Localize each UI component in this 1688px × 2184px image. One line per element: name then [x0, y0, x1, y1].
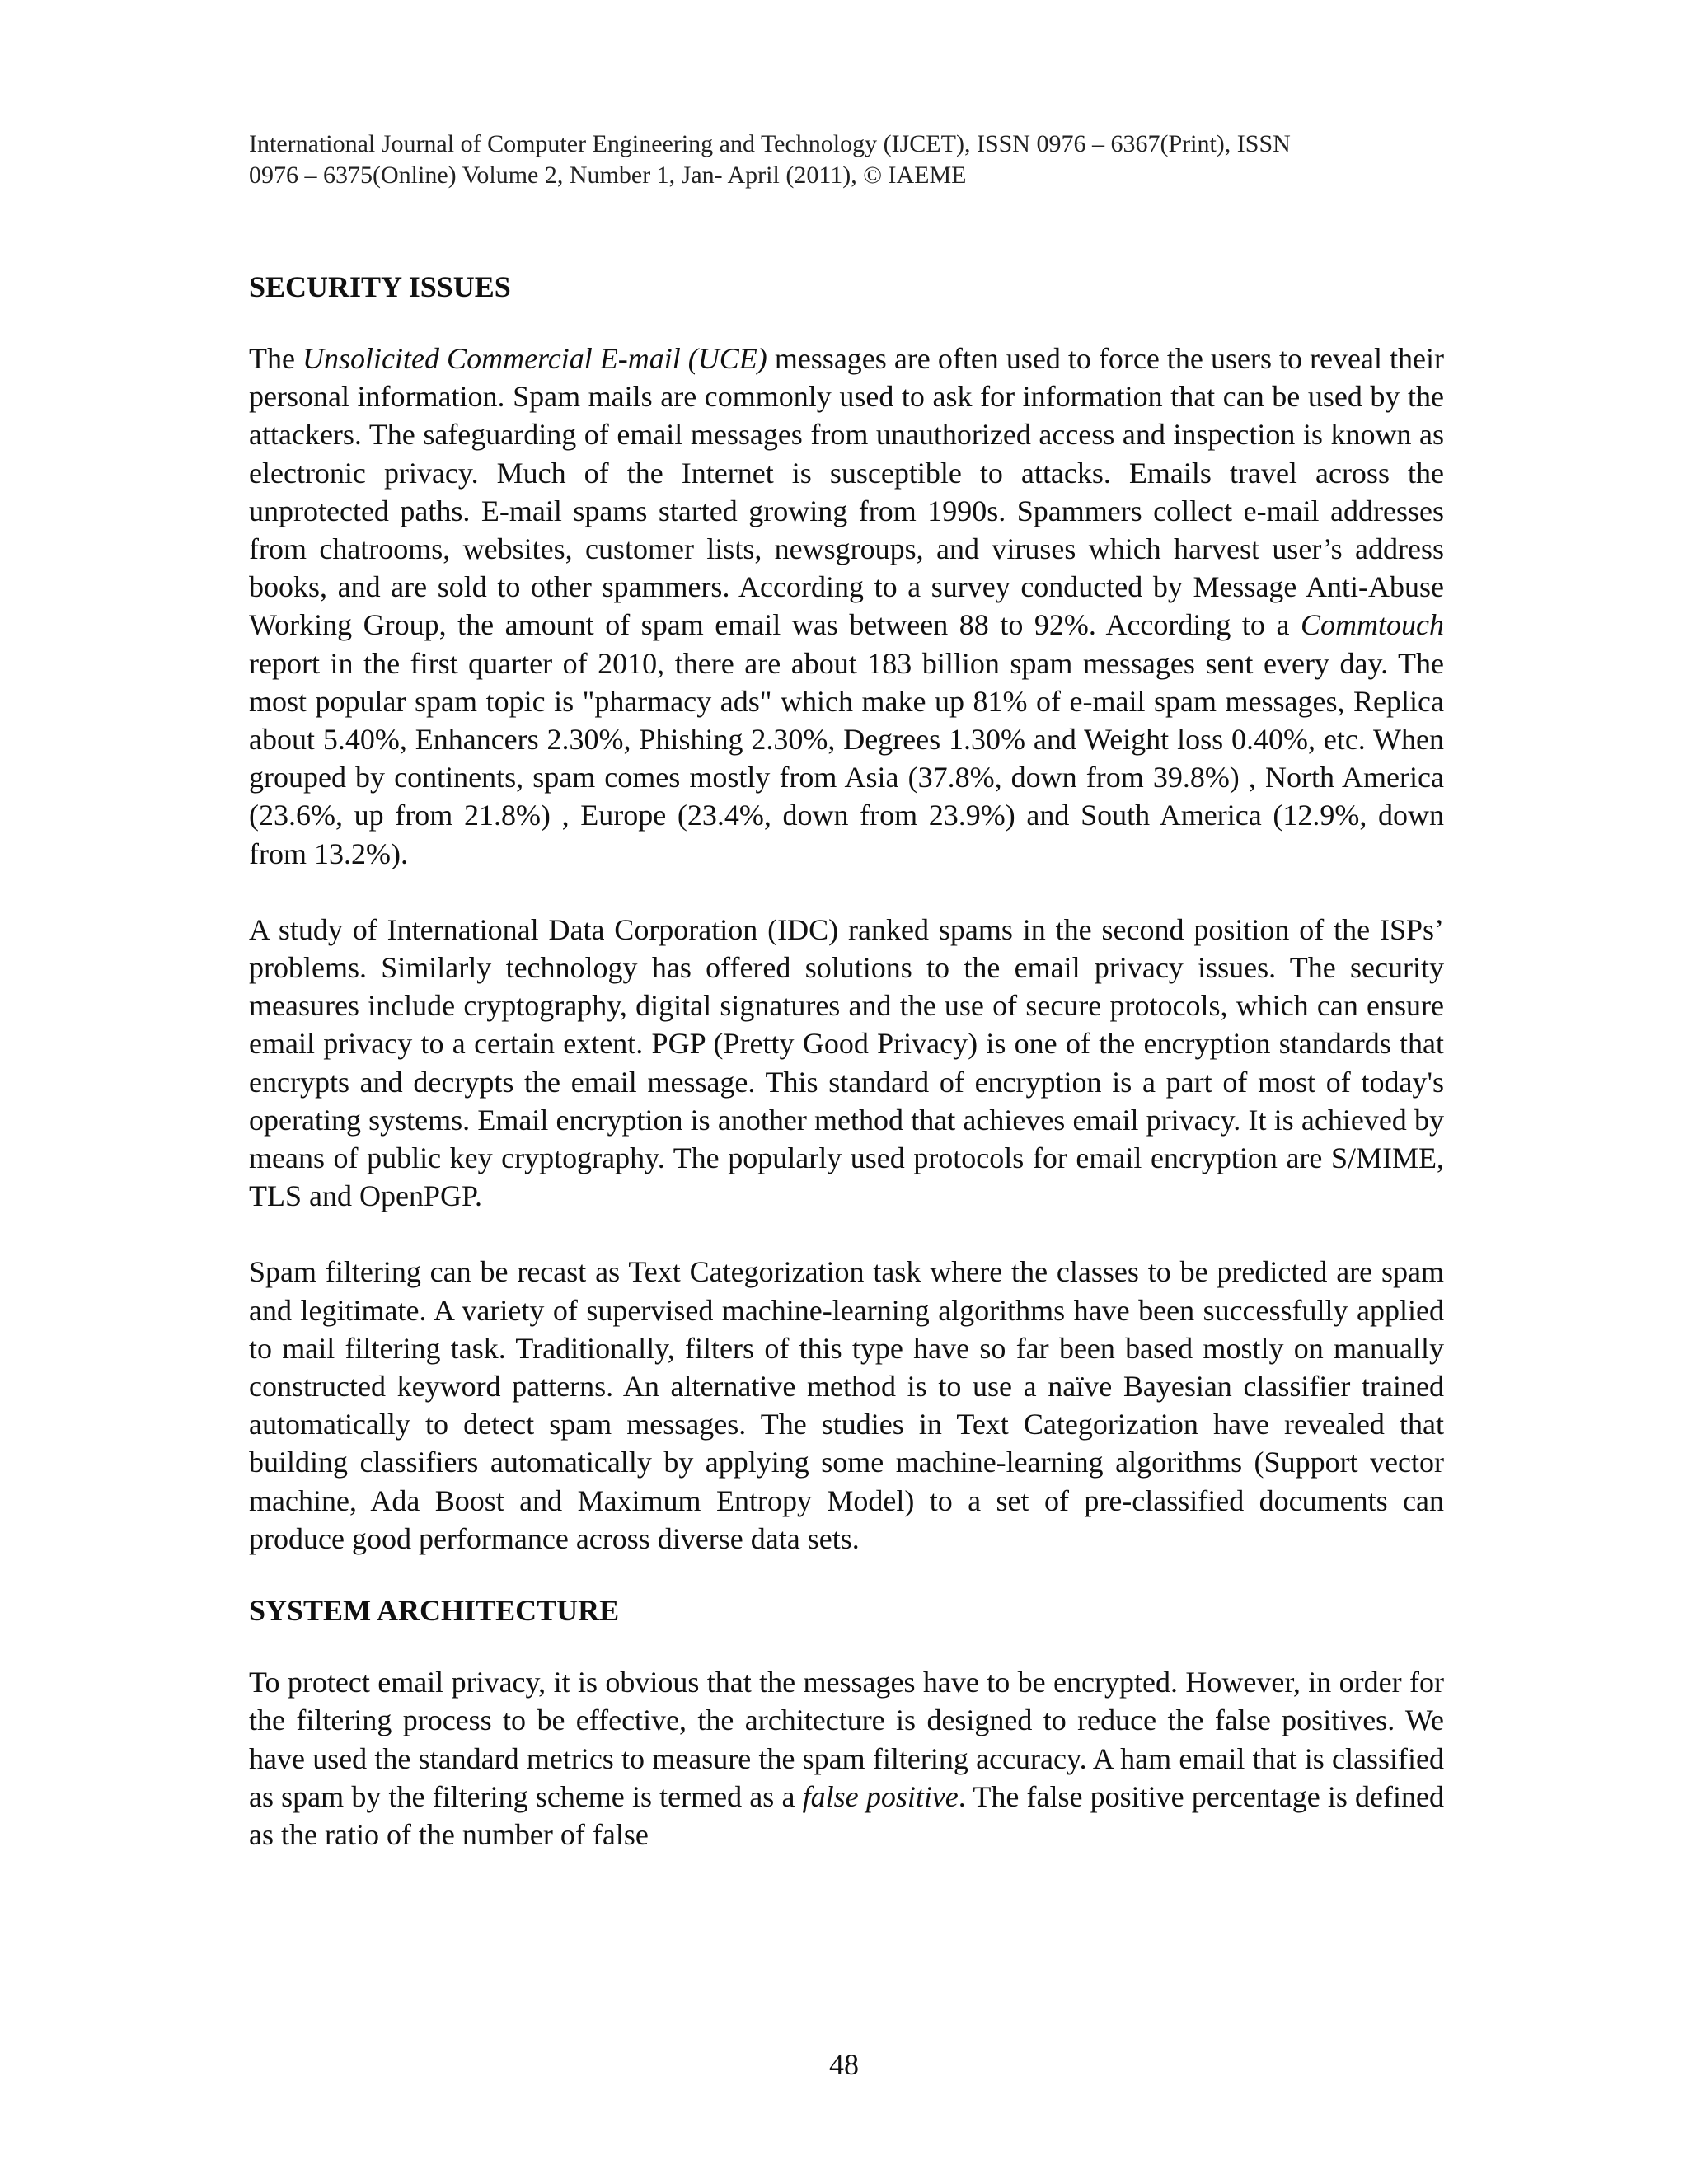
- header-line-1: International Journal of Computer Engineering and Technology (IJCET), ISSN 0976 – 6367(Print), ISSN: [249, 130, 1291, 157]
- term-uce: Unsolicited Commercial E-mail (UCE): [302, 342, 767, 375]
- paragraph-security-3: Spam filtering can be recast as Text Categorization task where the classes to be predicted are spam and legitimate. A variety of supervised machine-learning algorithms have been successfully applied to mail filtering task. Traditionally, filters of this type have so far been based mostly on manually constructed keyword patterns. An alternative method is to use a naïve Bayesian classifier trained automatically to detect spam messages. The studies in Text Categorization have revealed that building classifiers automatically by applying some machine-learning algorithms (Support vector machine, Ada Boost and Maximum Entropy Model) to a set of pre-classified documents can produce good performance across diverse data sets.: [249, 1255, 1444, 1555]
- term-false-positive: false positive: [802, 1779, 959, 1813]
- journal-header: [249, 129, 1452, 191]
- paragraph-security-1: The Unsolicited Commercial E-mail (UCE) messages are often used to force the users to reveal their personal information. Spam mails are commonly used to ask for information that can be used by the attackers. The safeguarding of email messages from unauthorized access and inspection is known as electronic privacy. Much of the Internet is susceptible to attacks. Emails travel across the unprotected paths. E-mail spams started growing from 1990s. Spammers collect e-mail addresses from chatrooms, websites, customer lists, newsgroups, and viruses which harvest user’s address books, and are sold to other spammers. According to a survey conducted by Message Anti-Abuse Working Group, the amount of spam email was between 88 to 92%. According to a Commtouch report in the first quarter of 2010, there are about 183 billion spam messages sent every day. The most popular spam topic is "pharmacy ads" which make up 81% of e-mail spam messages, Replica about 5.40%, Enhancers 2.30%, Phishing 2.30%, Degrees 1.30% and Weight loss 0.40%, etc. When grouped by continents, spam comes mostly from Asia (37.8%, down from 39.8%) , North America (23.6%, up from 21.8%) , Europe (23.4%, down from 23.9%) and South America (12.9%, down from 13.2%).: [249, 342, 1445, 870]
- section-heading-security: SECURITY ISSUES: [249, 270, 511, 303]
- term-commtouch: Commtouch: [1301, 608, 1444, 642]
- body-content: [249, 268, 1444, 1854]
- paragraph-architecture-1: To protect email privacy, it is obvious that the messages have to be encrypted. However, in order for the filtering process to be effective, the architecture is designed to reduce the false positives. We have used the standard metrics to measure the spam filtering accuracy. A ham email that is classified as spam by the filtering scheme is termed as a false positive. The false positive percentage is defined as the ratio of the number of false: [249, 1666, 1445, 1851]
- section-heading-architecture: SYSTEM ARCHITECTURE: [249, 1594, 620, 1628]
- page-number: 48: [829, 2048, 859, 2081]
- paragraph-security-2: A study of International Data Corporation (IDC) ranked spams in the second position of the ISPs’ problems. Similarly technology has offered solutions to the email privacy issues. The security measures include cryptography, digital signatures and the use of secure protocols, which can ensure email privacy to a certain extent. PGP (Pretty Good Privacy) is one of the encryption standards that encrypts and decrypts the email message. This standard of encryption is a part of most of today's operating systems. Email encryption is another method that achieves email privacy. It is achieved by means of public key cryptography. The popularly used protocols for email encryption are S/MIME, TLS and OpenPGP.: [249, 912, 1444, 1213]
- header-line-2: 0976 – 6375(Online) Volume 2, Number 1, Jan- April (2011), © IAEME: [249, 162, 967, 189]
